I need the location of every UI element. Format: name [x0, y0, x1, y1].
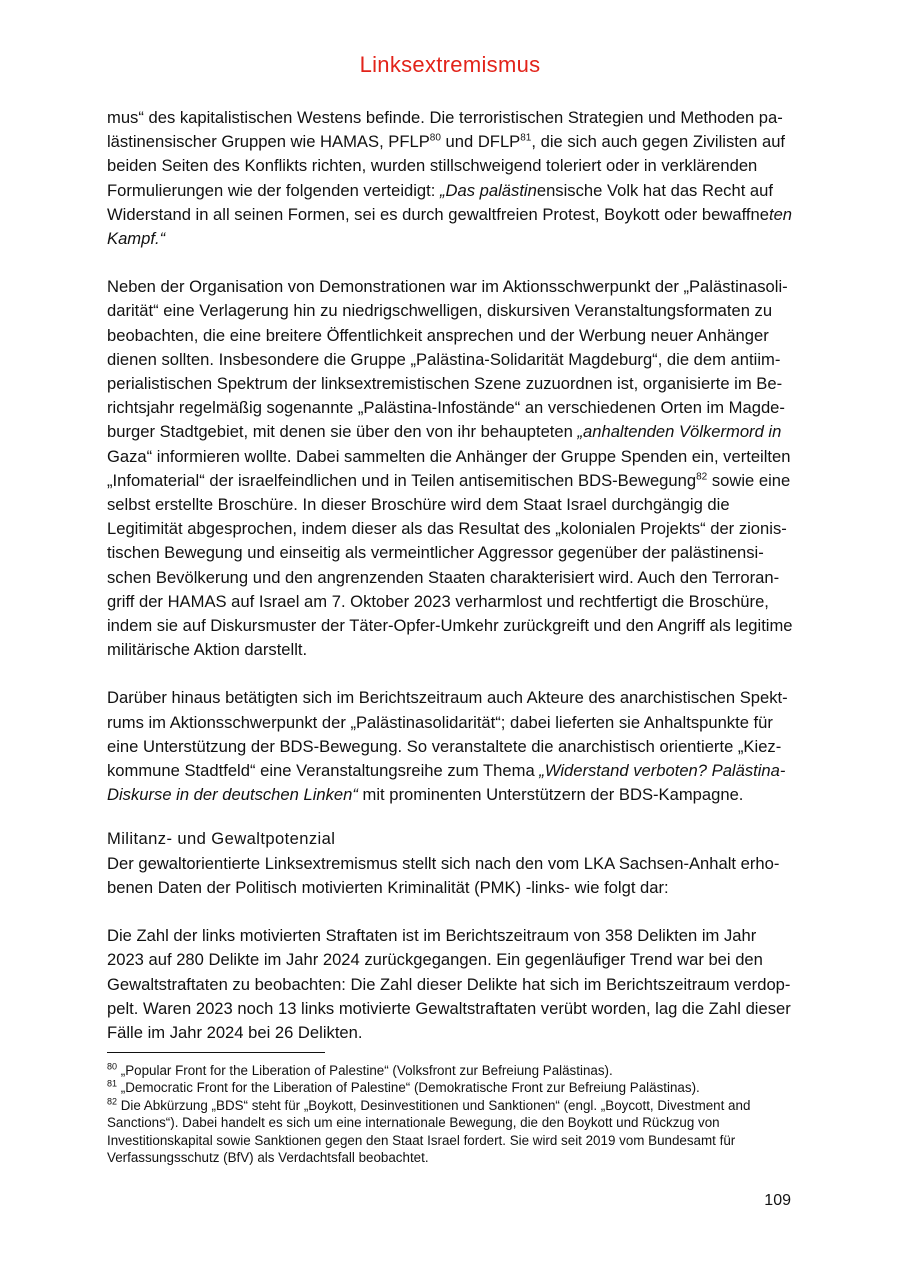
- footnote-ref: 80: [429, 132, 441, 144]
- italic-quote: ten Kampf.“: [107, 204, 793, 249]
- page-body: [107, 106, 797, 1069]
- text-run: Die Zahl der links motivierten Straftaten ist im Berichtszeitraum von 358 Delikten im Jahr 2023 auf 280 Delikte im Jahr 2024 zurückgegangen. Ein gegenläufiger Trend war bei den Gewaltstraftaten zu beobachten: Die Zahl dieser Delikte hat sich im Berichtszeitraum verdoppelt. Waren 2023 noch 13 links motivierte Gewaltstraftaten verübt worden, lag die Zahl dieser Fälle im Jahr 2024 bei 26 Delikten.: [107, 926, 791, 1042]
- paragraph: [107, 686, 797, 807]
- footnote-ref: 82: [696, 471, 708, 483]
- text-run: Neben der Organisation von Demonstrationen war im Aktionsschwerpunkt der „Palästinasolidarität“ eine Verlagerung hin zu niedrigschwelligen, diskursiven Veranstaltungsformaten zu beobachten, die eine breitere Öffentlichkeit ansprechen und der Werbung neuer Anhänger dienen sollten. Insbesondere die Gruppe „Palästina-Solidarität Magdeburg“, die dem antiimperialistischen Spektrum der linksextremistischen Szene zuzuordnen ist, organisierte im Berichtsjahr regelmäßig sogenannte „Palästina-Infostände“ an verschiedenen Orten im Magdeburger Stadtgebiet, mit denen sie über den von ihr behaupteten: [107, 277, 788, 442]
- paragraph: [107, 924, 797, 1045]
- text-run: Der gewaltorientierte Linksextremismus stellt sich nach den vom LKA Sachsen-Anhalt erhobenen Daten der Politisch motivierten Kriminalität (PMK) -links- wie folgt dar:: [107, 853, 780, 897]
- text-run: mit prominenten Unterstützern der BDS-Kampagne.: [357, 785, 744, 805]
- footnote-divider: [107, 1052, 325, 1053]
- footnote-text: Die Abkürzung „BDS“ steht für „Boykott, Desinvestitionen und Sanktionen“ (engl. „Boycott, Divestment and Sanctions“). Dabei handelt es sich um eine internationale Bewegung, die den Boykott und Rückzug von Investitionskapital sowie Sanktionen gegen den Staat Israel fordert. Sie wird seit 2019 vom Bundesamt für Verfassungsschutz (BfV) als Verdachtsfall beobachtet.: [107, 1097, 751, 1166]
- paragraph: [107, 852, 797, 900]
- text-run: und DFLP: [440, 132, 521, 152]
- text-run: , die sich auch gegen Zivilisten auf beiden Seiten des Konflikts richten, wurden stillschweigend toleriert oder in verklärenden Formulierungen wie der folgenden verteidigt:: [107, 132, 786, 200]
- text-run: mus“ des kapitalistischen Westens befinde. Die terroristischen Strategien und Methoden palästinensischer Gruppen wie HAMAS, PFLP: [107, 108, 783, 152]
- footnote-number: 82: [107, 1096, 118, 1107]
- text-run: sowie eine selbst erstellte Broschüre. In dieser Broschüre wird dem Staat Israel durchgängig die Legitimität abgesprochen, indem dieser als das Resultat des „kolonialen Projekts“ der zionistischen Bewegung und einseitig als vermeintlicher Aggressor gegenüber der palästinensischen Bevölkerung und den angrenzenden Staaten charakterisiert wird. Auch den Terrorangriff der HAMAS auf Israel am 7. Oktober 2023 verharmlost und rechtfertigt die Broschüre, indem sie auf Diskursmuster der Täter-Opfer-Umkehr zurückgreift und den Angriff als legitime militärische Aktion darstellt.: [107, 470, 793, 660]
- footnote-text: „Democratic Front for the Liberation of Palestine“ (Demokratische Front zur Befreiung Palästinas).: [117, 1080, 700, 1096]
- text-run: Darüber hinaus betätigten sich im Berichtszeitraum auch Akteure des anarchistischen Spektrums im Aktionsschwerpunkt der „Palästinasolidarität“; dabei lieferten sie Anhaltspunkte für eine Unterstützung der BDS-Bewegung. So veranstaltete die anarchistisch orientierte „Kiezkommune Stadtfeld“ eine Veranstaltungsreihe zum Thema: [107, 688, 788, 781]
- italic-quote: „Widerstand verboten? Palästina-Diskurse in der deutschen Linken“: [107, 761, 786, 805]
- footnote: [107, 1062, 787, 1079]
- footnote-text: „Popular Front for the Liberation of Palestine“ (Volksfront zur Befreiung Palästinas).: [117, 1063, 613, 1078]
- italic-quote: „anhaltenden Völkermord in: [577, 422, 782, 442]
- text-run: Gaza“ informieren wollte. Dabei sammelten die Anhänger der Gruppe Spenden ein, verteilten „Infomaterial“ der israelfeindlichen und in Teilen antisemitischen BDS-Bewegung: [107, 446, 791, 490]
- page-number: 109: [764, 1192, 791, 1209]
- italic-quote: „Das palästin: [440, 180, 537, 200]
- running-header: Linksextremismus: [359, 52, 541, 77]
- footnote: [107, 1097, 787, 1167]
- footnote: [107, 1079, 787, 1096]
- section-heading: Militanz- und Gewaltpotenzial: [107, 829, 336, 849]
- footnote-ref: 81: [520, 132, 532, 144]
- footnotes: [107, 1062, 787, 1166]
- footnote-number: 81: [107, 1078, 118, 1089]
- paragraph: [107, 106, 797, 251]
- footnote-number: 80: [107, 1061, 118, 1072]
- paragraph: [107, 275, 797, 662]
- text-run: ensische Volk hat das Recht auf Widerstand in all seinen Formen, sei es durch gewaltfreien Protest, Boykott oder bewaffne: [107, 180, 773, 224]
